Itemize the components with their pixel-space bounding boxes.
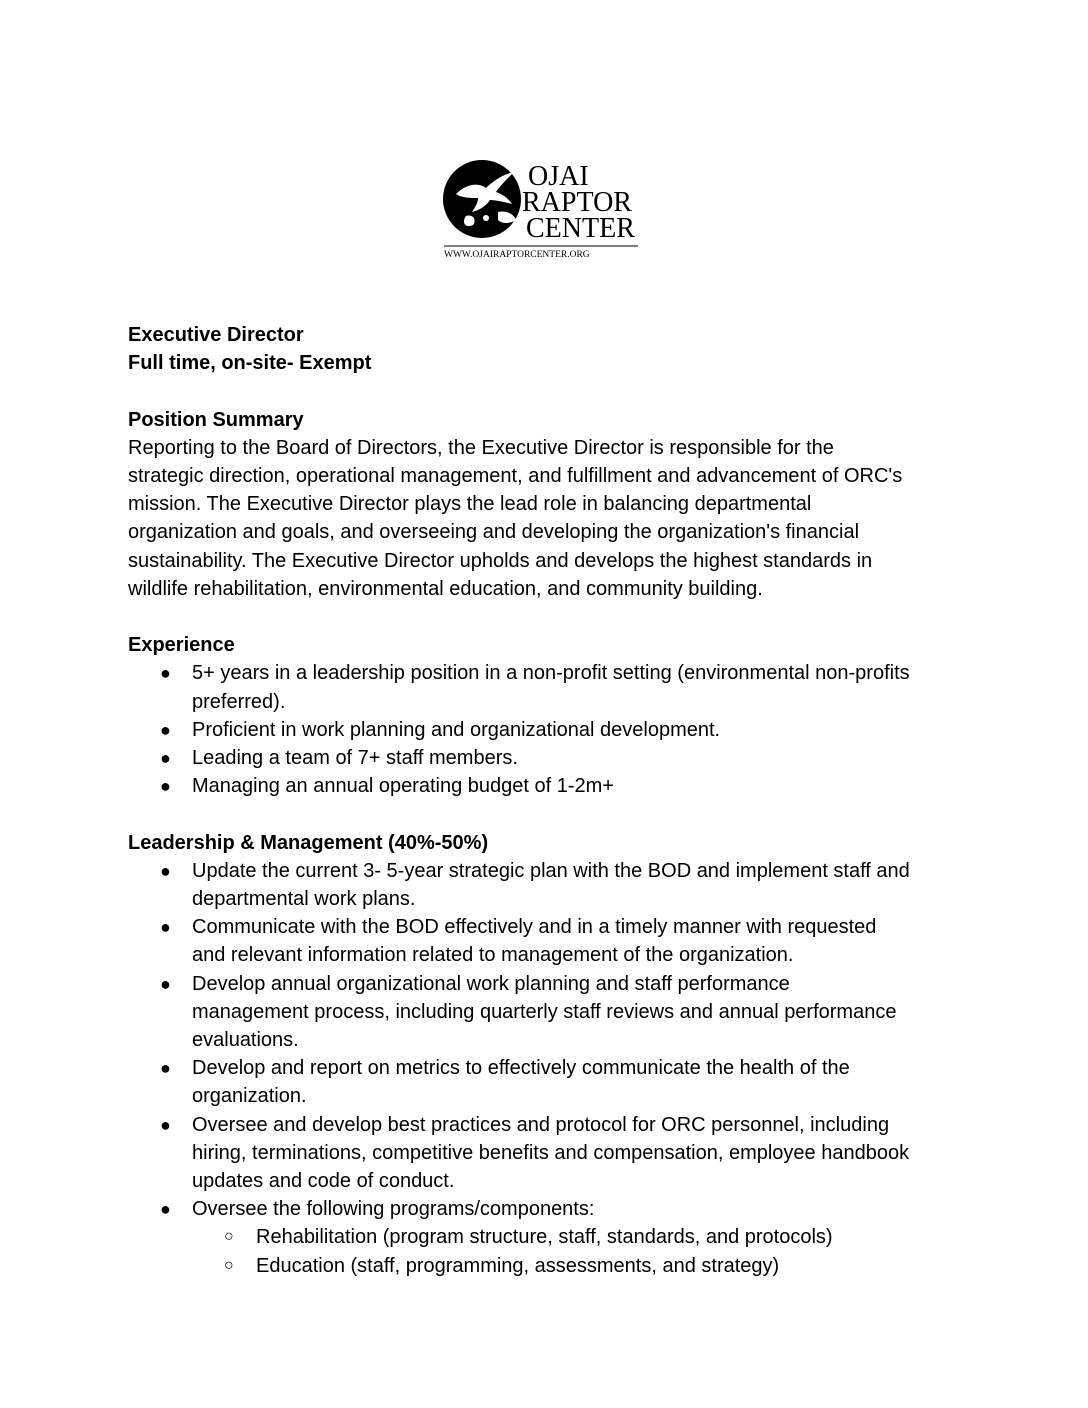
logo-line-ojai: OJAI [528,161,589,192]
list-item: ● Managing an annual operating budget of 1-2m+ [128,772,968,800]
summary-line: Reporting to the Board of Directors, the Executive Director is responsible for the [128,436,834,459]
bullet-icon: ● [160,973,171,994]
summary-line: organization and goals, and overseeing and developing the organization's financial [128,521,860,544]
bullet-icon: ● [160,748,171,769]
list-item: ● Leading a team of 7+ staff members. [128,744,968,772]
summary-line: mission. The Executive Director plays the lead role in balancing departmental [128,493,812,516]
logo-line-center: CENTER [526,213,635,244]
list-item: ● Develop annual organizational work planning and staff performance management process, including quarterly staff reviews and annual performance evaluations. [128,970,968,1055]
bullet-icon: ● [160,1199,171,1220]
summary-line: sustainability. The Executive Director upholds and develops the highest standards in [128,549,873,572]
job-subtitle: Full time, on-site- Exempt [128,352,372,375]
leadership-heading: Leadership & Management (40%-50%) [128,831,489,854]
summary-line: strategic direction, operational management, and fulfillment and advancement of ORC's [128,465,903,487]
raptor-logo-icon [442,154,642,262]
sublist-item: ○ Rehabilitation (program structure, staff, standards, and protocols) [192,1223,968,1251]
summary-paragraph [128,434,968,603]
hollow-bullet-icon: ○ [224,1256,234,1274]
list-item: ● Develop and report on metrics to effectively communicate the health of the organization. [128,1054,968,1110]
bullet-icon: ● [160,860,171,881]
job-title: Executive Director [128,324,304,346]
bullet-icon: ● [160,776,171,797]
list-item: ● Oversee the following programs/components: ○ Rehabilitation (program structure, staff, standards, and protocols) ○ Education (staff, programming, assessments, and strategy) [128,1195,968,1280]
summary-line: wildlife rehabilitation, environmental education, and community building. [128,577,763,600]
bullet-icon: ● [160,1058,171,1079]
hollow-bullet-icon: ○ [224,1228,234,1246]
bullet-icon: ● [160,1114,171,1135]
leadership-list [128,857,968,1280]
bullet-icon: ● [160,917,171,938]
programs-sublist [192,1223,968,1279]
experience-heading: Experience [128,634,235,657]
list-item: ● Oversee and develop best practices and protocol for ORC personnel, including hiring, terminations, competitive benefits and compensation, employee handbook updates and code of conduct. [128,1111,968,1196]
list-item: ● Proficient in work planning and organizational development. [128,716,968,744]
summary-heading: Position Summary [128,408,304,431]
bullet-icon: ● [160,663,171,684]
list-item: ● Update the current 3- 5-year strategic plan with the BOD and implement staff and departmental work plans. [128,857,968,913]
experience-list [128,659,968,800]
ojai-raptor-center-logo [442,154,642,262]
list-item: ● 5+ years in a leadership position in a non-profit setting (environmental non-profits preferred). [128,659,968,715]
bullet-icon: ● [160,719,171,740]
logo-url: WWW.OJAIRAPTORCENTER.ORG [444,250,590,260]
job-description [128,321,968,1280]
sublist-item: ○ Education (staff, programming, assessments, and strategy) [192,1252,968,1280]
list-item: ● Communicate with the BOD effectively and in a timely manner with requested and relevant information related to management of the organization. [128,913,968,969]
logo-line-raptor: RAPTOR [522,187,632,218]
